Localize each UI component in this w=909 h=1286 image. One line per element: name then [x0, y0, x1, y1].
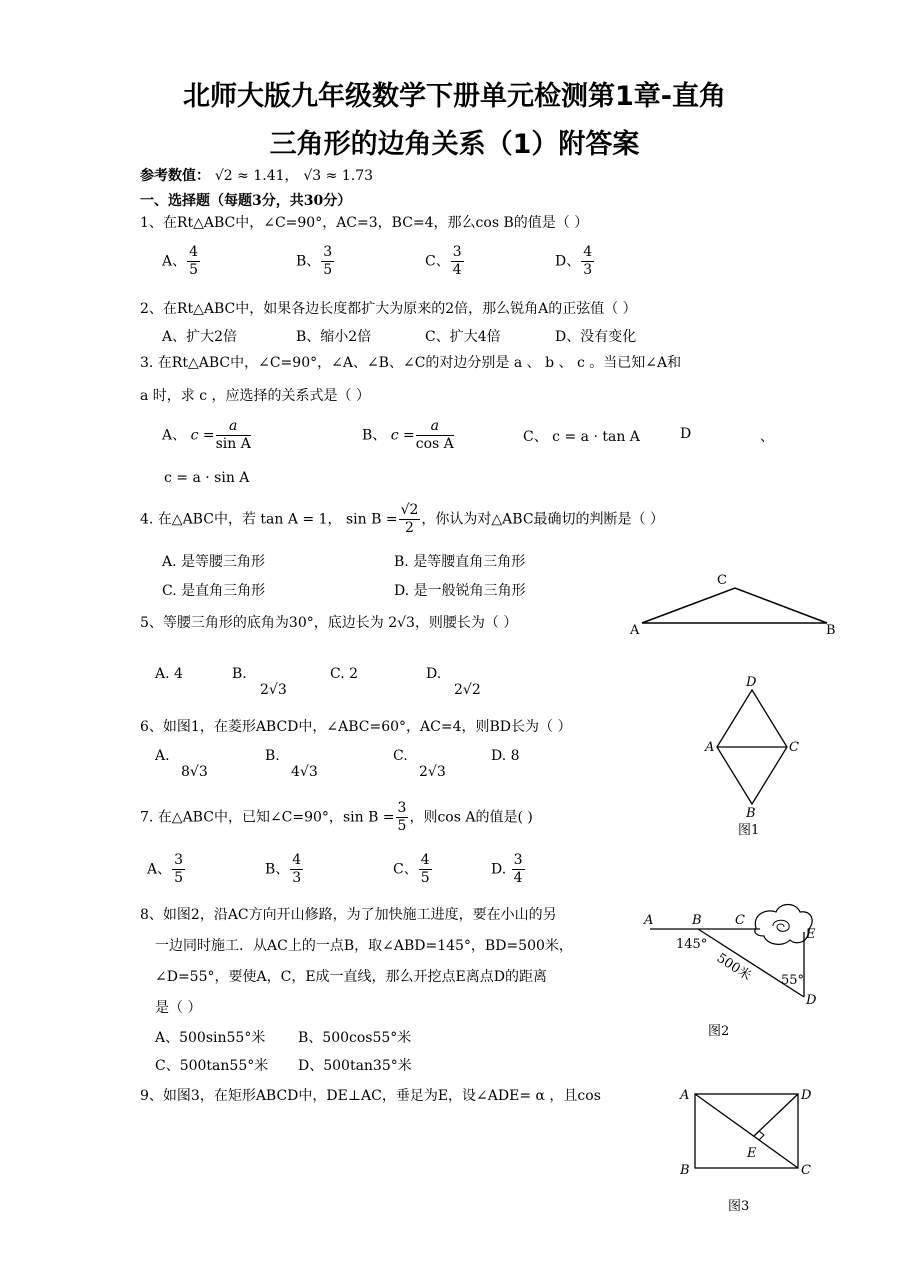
question-6: 6、如图1，在菱形ABCD中，∠ABC=60°，AC=4，则BD长为（ ）	[140, 719, 572, 735]
question-5: 5、等腰三角形的底角为30°，底边长为 2√3，则腰长为（ ）	[140, 615, 518, 631]
q3-option-d-expr: c = a · sin A	[164, 470, 250, 486]
reference-sqrt2: √2 ≈ 1.41	[214, 168, 285, 184]
q4-option-d: D. 是一般锐角三角形	[394, 583, 526, 599]
q6-option-d: D. 8	[491, 748, 520, 764]
question-4: 4. 在△ABC中，若 tan A = 1， sin B = $\frac{√2}{2}$ ，你认为对△ABC最确切的判断是（ ）	[140, 502, 664, 536]
q1-option-d: D、 $\frac{4}{3}$	[555, 244, 593, 278]
question-2: 2、在Rt△ABC中，如果各边长度都扩大为原来的2倍，那么锐角A的正弦值（ ）	[140, 301, 637, 317]
fig1-label-b: B	[746, 806, 756, 821]
q2-option-a: A、扩大2倍	[162, 329, 238, 345]
fig1-label-c: C	[789, 740, 799, 755]
q3-option-d-sep: 、	[760, 429, 774, 445]
q7-option-b: B、 $\frac{4}{3}$	[265, 852, 302, 886]
q2-option-b: B、缩小2倍	[296, 329, 372, 345]
triangle-abc-figure	[625, 570, 840, 642]
mountain-contour-icon	[773, 920, 789, 931]
question-8-line2: 一边同时施工．从AC上的一点B，取∠ABD=145°，BD=500米，	[155, 938, 573, 954]
fig1-caption: 图1	[738, 823, 760, 838]
triangle-abc-shape	[642, 588, 827, 623]
q1-option-b: B、 $\frac{3}{5}$	[296, 244, 333, 278]
question-1: 1、在Rt△ABC中，∠C=90°，AC=3，BC=4，那么cos B的值是（ ）	[140, 215, 589, 231]
section-heading: 一、选择题（每题3分，共30分）	[140, 193, 352, 209]
figure-2-road	[640, 900, 840, 1040]
q3-option-c: C、 c = a · tan A	[523, 429, 640, 445]
fig2-distance: 500米	[713, 950, 754, 984]
page-title-line2: 三角形的边角关系（1）附答案	[269, 129, 640, 160]
question-8-line4: 是（ ）	[155, 1000, 202, 1016]
tri-label-b: B	[826, 623, 836, 638]
fig3-label-e: E	[747, 1146, 757, 1161]
q8-option-b: B、500cos55°米	[298, 1030, 412, 1046]
q8-option-c: C、500tan55°米	[155, 1058, 269, 1074]
q5-option-b: B. 2√3	[232, 666, 287, 698]
fig3-label-a: A	[680, 1088, 690, 1103]
q6-option-c: C. 2√3	[393, 748, 446, 780]
q7-option-a: A、 $\frac{3}{5}$	[147, 852, 184, 886]
fig2-label-b: B	[692, 913, 702, 928]
q6-option-b: B. 4√3	[265, 748, 318, 780]
q3-option-b: B、 c = $\frac{a}{\text{cos A}}$	[362, 418, 454, 452]
q5-option-a: A. 4	[155, 666, 183, 682]
figure-3-rectangle	[670, 1080, 820, 1220]
q5-option-c: C. 2	[330, 666, 359, 682]
tri-label-a: A	[630, 623, 640, 638]
reference-sqrt3: √3 ≈ 1.73	[303, 168, 374, 184]
question-3-line1: 3. 在Rt△ABC中，∠C=90°，∠A、∠B、∠C的对边分别是 a 、 b 、 c 。当已知∠A和	[140, 355, 682, 371]
fig1-label-d: D	[746, 675, 757, 690]
q7-option-c: C、 $\frac{4}{5}$	[393, 852, 430, 886]
fig2-angle-55: 55°	[781, 973, 805, 988]
q1-option-c: C、 $\frac{3}{4}$	[425, 244, 462, 278]
q4-option-b: B. 是等腰直角三角形	[394, 554, 526, 570]
question-8-line3: ∠D=55°，要使A，C，E成一直线，那么开挖点E离点D的距离	[155, 969, 547, 985]
q4-tan-expr: tan A = 1	[260, 511, 328, 528]
reference-sep: ，	[284, 168, 299, 184]
reference-values	[140, 165, 373, 185]
fig2-label-d: D	[806, 993, 817, 1008]
q8-option-d: D、500tan35°米	[298, 1058, 412, 1074]
tri-label-c: C	[717, 573, 727, 588]
q5-base-value: 2√3	[388, 615, 415, 631]
fig3-label-b: B	[680, 1163, 690, 1178]
fig2-label-c: C	[735, 913, 745, 928]
q2-option-c: C、扩大4倍	[425, 329, 501, 345]
q8-option-a: A、500sin55°米	[155, 1030, 266, 1046]
q4-option-a: A. 是等腰三角形	[162, 554, 266, 570]
q5-option-d: D. 2√2	[426, 666, 481, 698]
q7-option-d: D. $\frac{3}{4}$	[491, 852, 523, 886]
q3-option-a: A、 c = $\frac{a}{\text{sin A}}$	[162, 418, 251, 452]
page-title-line1: 北师大版九年级数学下册单元检测第1章-直角	[183, 81, 726, 112]
right-angle-mark-icon	[759, 1131, 764, 1140]
q6-option-a: A. 8√3	[155, 748, 208, 780]
fig3-label-d: D	[801, 1088, 812, 1103]
figure-1-rhombus	[700, 670, 810, 840]
question-7: 7. 在△ABC中，已知∠C=90°，sin B = $\frac{3}{5}$ ，则cos A的值是( )	[140, 800, 533, 834]
q3-option-d-label: D	[680, 426, 692, 442]
q2-option-d: D、没有变化	[555, 329, 637, 345]
fig1-label-a: A	[705, 740, 715, 755]
segment-de	[754, 1094, 798, 1136]
reference-label: 参考数值：	[140, 168, 210, 184]
question-3-line2: a 时，求 c ，应选择的关系式是（ ）	[140, 388, 370, 404]
q1-option-a: A、 $\frac{4}{5}$	[162, 244, 199, 278]
fig2-label-a: A	[644, 913, 654, 928]
fig3-label-c: C	[801, 1163, 811, 1178]
fig2-angle-145: 145°	[676, 937, 708, 952]
question-8-line1: 8、如图2，沿AC方向开山修路，为了加快施工进度，要在小山的另	[140, 907, 557, 923]
q4-option-c: C. 是直角三角形	[162, 583, 266, 599]
fig2-label-e: E	[806, 927, 816, 942]
fig3-caption: 图3	[728, 1199, 750, 1214]
question-9: 9、如图3，在矩形ABCD中，DE⊥AC，垂足为E，设∠ADE= α ，且cos	[140, 1088, 601, 1104]
fig2-caption: 图2	[708, 1024, 730, 1039]
